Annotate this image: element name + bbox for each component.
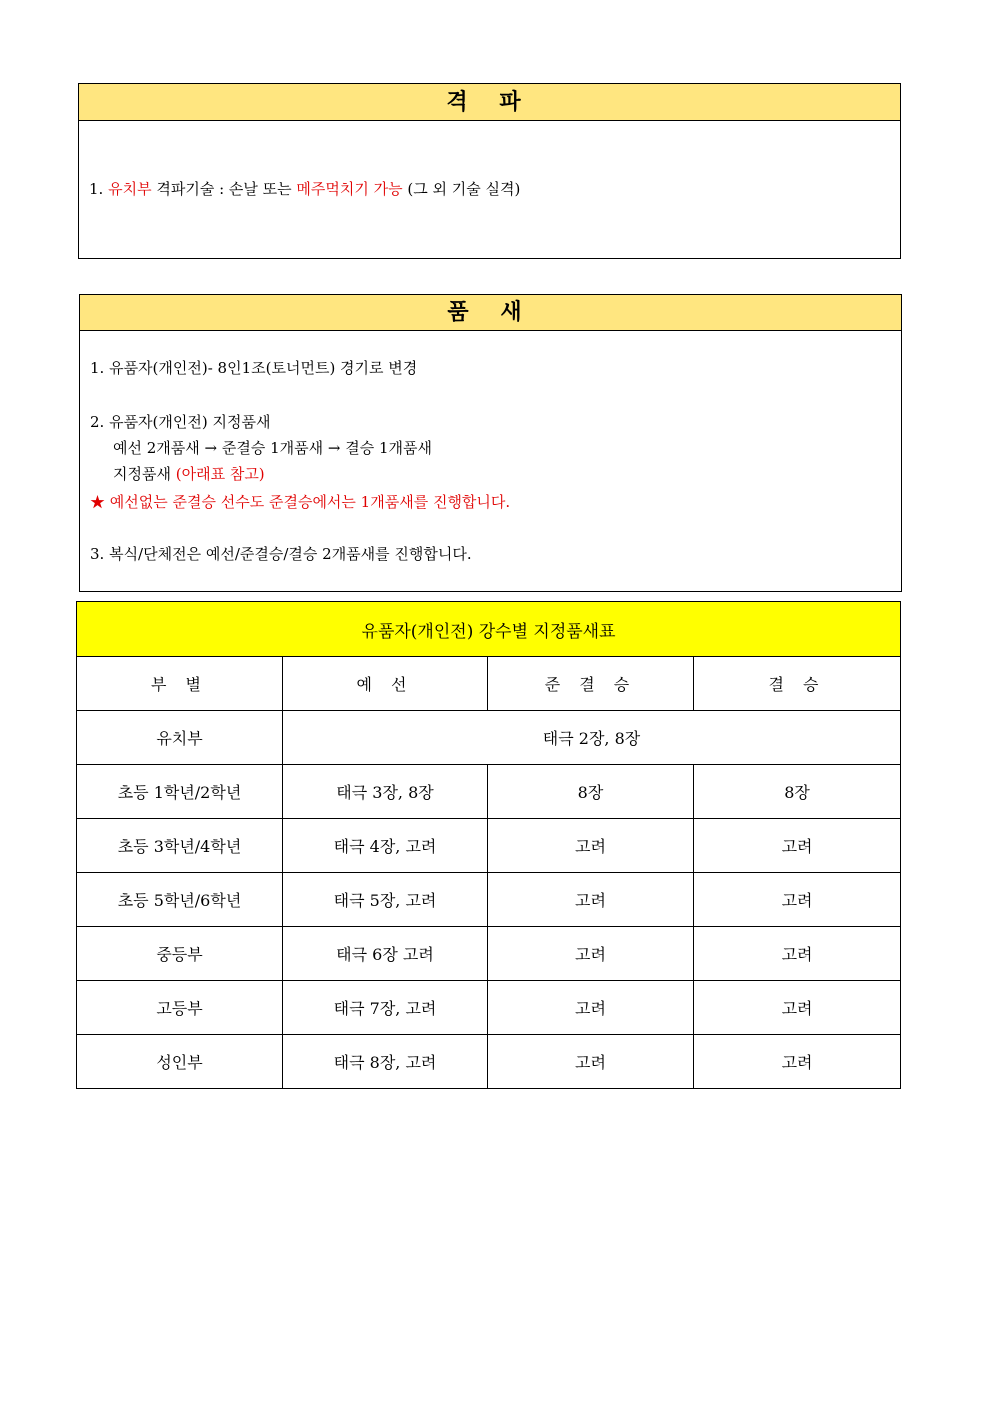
table-row [77,981,901,1035]
final-cell: 고려 [694,1035,901,1089]
header-prelim: 예 선 [283,657,488,711]
item-text: (그 외 기술 실격) [402,180,521,198]
division-cell: 고등부 [77,981,283,1035]
table-header-row [77,657,901,711]
final-cell: 고려 [694,981,901,1035]
division-cell: 성인부 [77,1035,283,1089]
merged-poomsae-cell: 태극 2장, 8장 [283,711,901,765]
breaking-section [78,83,901,259]
poomsae-title: 품 새 [80,295,901,331]
table-row [77,927,901,981]
prelim-cell: 태극 5장, 고려 [283,873,488,927]
table-row [77,873,901,927]
item-number: 1. [89,180,104,198]
semifinal-cell: 8장 [488,765,694,819]
division-cell: 유치부 [77,711,283,765]
division-highlight: 유치부 [108,180,152,198]
final-cell: 8장 [694,765,901,819]
designated-poomsae-table [76,601,901,1089]
semifinal-cell: 고려 [488,1035,694,1089]
table-row [77,819,901,873]
final-cell: 고려 [694,819,901,873]
header-final: 결 승 [694,657,901,711]
reference-note: (아래표 참고) [175,465,265,483]
division-cell: 초등 5학년/6학년 [77,873,283,927]
division-cell: 초등 3학년/4학년 [77,819,283,873]
item-text: 지정품새 [113,465,176,483]
division-cell: 초등 1학년/2학년 [77,765,283,819]
prelim-cell: 태극 8장, 고려 [283,1035,488,1089]
table-caption-row [77,602,901,657]
prelim-cell: 태극 3장, 8장 [283,765,488,819]
semifinal-cell: 고려 [488,873,694,927]
prelim-cell: 태극 7장, 고려 [283,981,488,1035]
table-row [77,1035,901,1089]
technique-highlight: 메주먹치기 가능 [296,180,403,198]
final-cell: 고려 [694,927,901,981]
prelim-cell: 태극 6장 고려 [283,927,488,981]
table-row [77,711,901,765]
table-row [77,765,901,819]
final-cell: 고려 [694,873,901,927]
breaking-item-1 [89,178,520,199]
table-title: 유품자(개인전) 강수별 지정품새표 [77,602,901,657]
prelim-cell: 태극 4장, 고려 [283,819,488,873]
division-cell: 중등부 [77,927,283,981]
item-text: 격파기술 : 손날 또는 [151,180,297,198]
poomsae-item-2: 2. 유품자(개인전) 지정품새 [90,413,271,431]
poomsae-item-1: 1. 유품자(개인전)- 8인1조(토너먼트) 경기로 변경 [90,359,418,377]
semifinal-cell: 고려 [488,927,694,981]
header-division: 부 별 [77,657,283,711]
breaking-title: 격 파 [79,84,900,121]
poomsae-item-2-line-3 [113,463,265,484]
poomsae-item-3: 3. 복식/단체전은 예선/준결승/결승 2개품새를 진행합니다. [90,545,472,563]
semifinal-cell: 고려 [488,981,694,1035]
poomsae-item-2-line-2: 예선 2개품새 → 준결승 1개품새 → 결승 1개품새 [113,439,432,457]
poomsae-section [79,294,902,592]
header-semifinal: 준 결 승 [488,657,694,711]
semifinal-cell: 고려 [488,819,694,873]
poomsae-star-note: ★ 예선없는 준결승 선수도 준결승에서는 1개품새를 진행합니다. [90,493,511,511]
